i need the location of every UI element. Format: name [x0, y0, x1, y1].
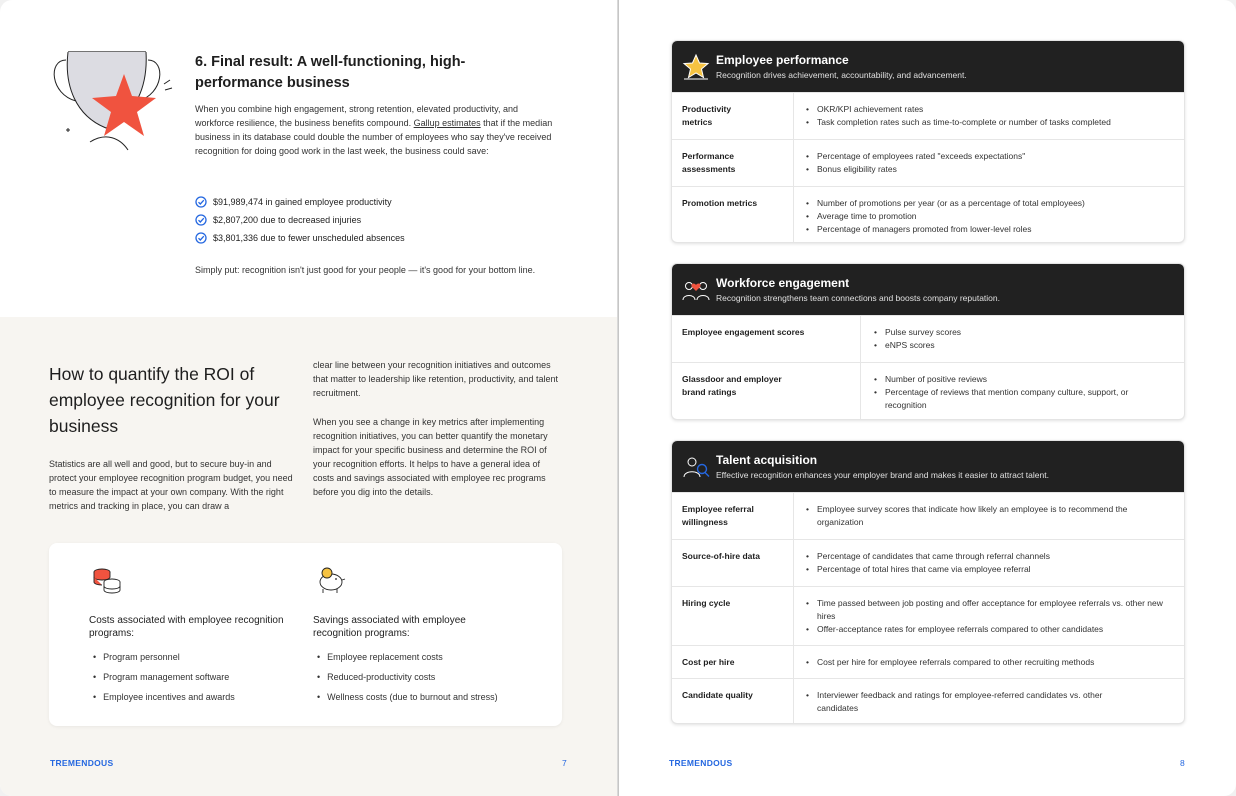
- table-row: [672, 362, 1184, 420]
- table-subtitle: Recognition strengthens team connections and boosts company reputation.: [716, 293, 1000, 303]
- table-row: [672, 186, 1184, 243]
- saving-text: $91,989,474 in gained employee productivity: [213, 197, 392, 207]
- page-8: [619, 0, 1236, 796]
- list-item: • Program personnel: [89, 652, 289, 672]
- row-label: Performance assessments: [682, 151, 736, 174]
- costs-title: Costs associated with employee recognition programs:: [89, 615, 284, 639]
- final-result-body: [195, 102, 555, 158]
- row-label: Cost per hire: [682, 657, 735, 667]
- column-divider: [793, 679, 794, 724]
- column-divider: [860, 363, 861, 420]
- team-heart-icon: [681, 276, 711, 304]
- savings-checklist: [195, 193, 555, 247]
- employee-performance-table: [671, 40, 1185, 243]
- list-item: • Reduced-productivity costs: [313, 672, 513, 692]
- column-divider: [793, 93, 794, 139]
- list-item: • Offer-acceptance rates for employee referrals compared to other candidates: [806, 623, 1178, 636]
- list-item: [195, 211, 555, 229]
- list-item: [195, 193, 555, 211]
- list-item: • Interviewer feedback and ratings for employee-referred candidates vs. other candidates: [806, 689, 1136, 715]
- page-number: 7: [562, 758, 567, 768]
- piggy-bank-icon: [315, 565, 347, 595]
- list-item: • Bonus eligibility rates: [806, 163, 1176, 176]
- list-item: • Employee incentives and awards: [89, 692, 289, 712]
- column-divider: [793, 540, 794, 586]
- table-subtitle: Recognition drives achievement, accountability, and advancement.: [716, 70, 967, 80]
- row-label: Glassdoor and employer brand ratings: [682, 374, 782, 397]
- list-item: • Cost per hire for employee referrals compared to other recruiting methods: [806, 656, 1176, 669]
- list-item: • Percentage of candidates that came through referral channels: [806, 550, 1176, 563]
- coins-icon: [91, 565, 123, 595]
- list-item: • eNPS scores: [874, 339, 1174, 352]
- row-values: [874, 373, 1164, 412]
- table-title: Workforce engagement: [716, 276, 850, 290]
- list-item: • Number of positive reviews: [874, 373, 1164, 386]
- star-badge-icon: [681, 53, 711, 81]
- roi-paragraph-2: clear line between your recognition initiatives and outcomes that matter to leadership like retention, productivity, and talent recruitment.: [313, 360, 558, 398]
- list-item: • OKR/KPI achievement rates: [806, 103, 1176, 116]
- final-body-text-1: When you combine high engagement, strong retention, elevated productivity, and workforce resilience, the business benefits compound.: [195, 104, 519, 128]
- summary-text: Simply put: recognition isn't just good for your people — it's good for your bottom line.: [195, 265, 536, 275]
- gallup-estimates-link[interactable]: Gallup estimates: [413, 118, 481, 128]
- roi-section-title: How to quantify the ROI of employee recognition for your business: [49, 364, 280, 436]
- workforce-engagement-table: [671, 263, 1185, 420]
- list-item: • Task completion rates such as time-to-complete or number of tasks completed: [806, 116, 1176, 129]
- row-values: [806, 656, 1176, 669]
- row-values: [806, 503, 1166, 529]
- check-circle-icon: [195, 214, 207, 226]
- table-row: [672, 492, 1184, 539]
- row-values: [874, 326, 1174, 352]
- table-row: [672, 139, 1184, 186]
- table-row: [672, 586, 1184, 645]
- brand-logo: TREMENDOUS: [669, 758, 733, 768]
- table-title: Employee performance: [716, 53, 849, 67]
- table-row: [672, 92, 1184, 139]
- list-item: • Percentage of managers promoted from lower-level roles: [806, 223, 1176, 236]
- talent-acquisition-table: [671, 440, 1185, 724]
- column-divider: [793, 140, 794, 186]
- column-divider: [793, 587, 794, 645]
- table-row: [672, 645, 1184, 678]
- list-item: • Program management software: [89, 672, 289, 692]
- list-item: • Average time to promotion: [806, 210, 1176, 223]
- row-label: Employee referral willingness: [682, 504, 754, 527]
- list-item: • Employee replacement costs: [313, 652, 513, 672]
- list-item: • Percentage of employees rated "exceeds expectations": [806, 150, 1176, 163]
- row-values: [806, 689, 1136, 715]
- row-values: [806, 103, 1176, 129]
- row-values: [806, 197, 1176, 236]
- row-label: Productivity metrics: [682, 104, 732, 127]
- costs-column: [89, 565, 289, 712]
- trophy-star-illustration: [46, 46, 176, 156]
- table-row: [672, 678, 1184, 724]
- list-item: • Time passed between job posting and offer acceptance for employee referrals vs. other new hires: [806, 597, 1178, 623]
- table-title: Talent acquisition: [716, 453, 818, 467]
- row-label: Source-of-hire data: [682, 551, 760, 561]
- roi-paragraph-3: When you see a change in key metrics after implementing recognition initiatives, you can better quantify the monetary impact for your specific business and determine the ROI of your recognition efforts. It helps to have a general idea of costs and savings associated with employee rec programs before you dig into the details.: [313, 417, 548, 497]
- column-divider: [793, 646, 794, 678]
- column-divider: [793, 187, 794, 243]
- people-search-icon: [681, 453, 711, 481]
- costs-list: [89, 652, 289, 712]
- row-label: Employee engagement scores: [682, 327, 805, 337]
- row-values: [806, 550, 1176, 576]
- roi-paragraph-1: Statistics are all well and good, but to secure buy-in and protect your employee recognition program budget, you need to measure the impact at your own company. With the right metrics and tracking in place, you can draw a: [49, 459, 293, 511]
- saving-text: $3,801,336 due to fewer unscheduled absences: [213, 233, 405, 243]
- column-divider: [860, 316, 861, 362]
- list-item: • Wellness costs (due to burnout and stress): [313, 692, 513, 712]
- list-item: • Employee survey scores that indicate how likely an employee is to recommend the organization: [806, 503, 1166, 529]
- row-label: Hiring cycle: [682, 598, 731, 608]
- column-divider: [793, 493, 794, 539]
- final-body-text-2: that if the median business in its database could double the number of employees who say they've received recognition for doing good work in the last week, the business could save:: [195, 118, 553, 156]
- list-item: • Percentage of total hires that came via employee referral: [806, 563, 1176, 576]
- list-item: • Pulse survey scores: [874, 326, 1174, 339]
- check-circle-icon: [195, 232, 207, 244]
- row-label: Promotion metrics: [682, 198, 758, 208]
- table-subtitle: Effective recognition enhances your employer brand and makes it easier to attract talent.: [716, 470, 1049, 480]
- table-row: [672, 315, 1184, 362]
- brand-logo: TREMENDOUS: [50, 758, 114, 768]
- list-item: • Percentage of reviews that mention company culture, support, or recognition: [874, 386, 1164, 412]
- table-header: [672, 264, 1184, 315]
- final-result-title: 6. Final result: A well-functioning, high-performance business: [195, 54, 466, 91]
- row-values: [806, 150, 1176, 176]
- savings-column: [313, 565, 513, 712]
- row-label: Candidate quality: [682, 690, 753, 700]
- table-row: [672, 539, 1184, 586]
- table-header: [672, 441, 1184, 492]
- row-values: [806, 597, 1178, 636]
- list-item: [195, 229, 555, 247]
- costs-savings-card: [49, 543, 562, 726]
- savings-title: Savings associated with employee recognition programs:: [313, 615, 466, 639]
- list-item: • Number of promotions per year (or as a percentage of total employees): [806, 197, 1176, 210]
- saving-text: $2,807,200 due to decreased injuries: [213, 215, 362, 225]
- savings-list: [313, 652, 513, 712]
- table-header: [672, 41, 1184, 92]
- check-circle-icon: [195, 196, 207, 208]
- page-number: 8: [1180, 758, 1185, 768]
